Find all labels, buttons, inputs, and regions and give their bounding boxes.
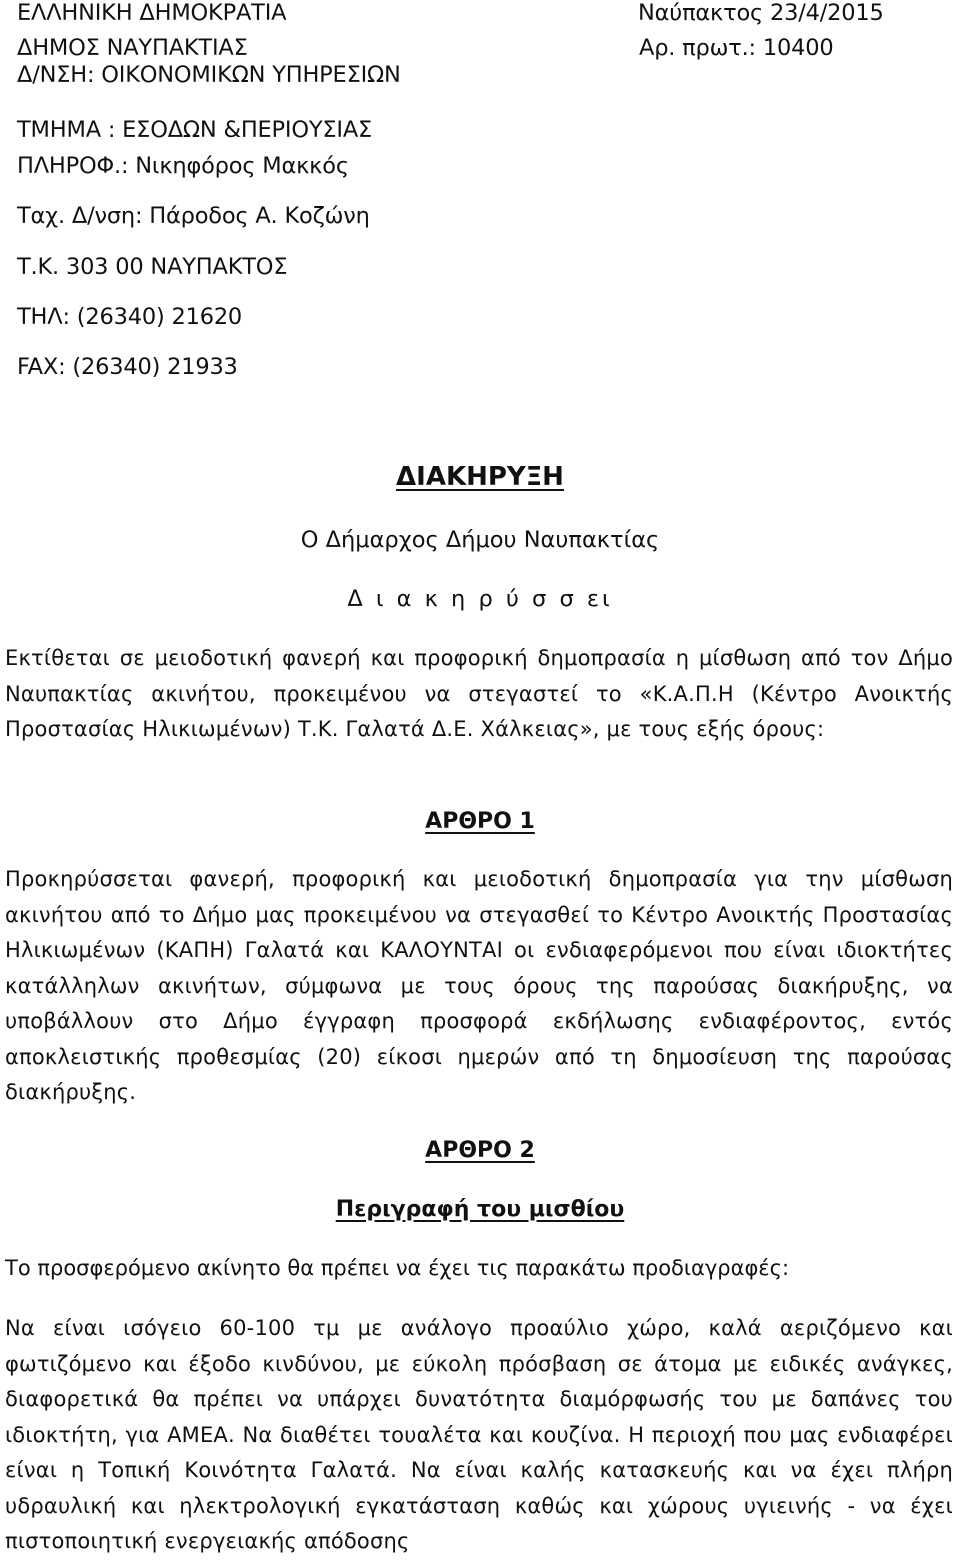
article-2-subheading: Περιγραφή του μισθίου (335, 1197, 625, 1222)
header-line-directorate: Δ/ΝΣΗ: ΟΙΚΟΝΟΜΙΚΩΝ ΥΠΗΡΕΣΙΩΝ (17, 62, 401, 88)
header-protocol-number: Αρ. πρωτ.: 10400 (639, 35, 834, 61)
header-line-postal: Τ.Κ. 303 00 ΝΑΥΠΑΚΤΟΣ (17, 254, 288, 280)
mayor-line: Ο Δήμαρχος Δήμου Ναυπακτίας (300, 527, 660, 553)
header-line-department: ΤΜΗΜΑ : ΕΣΟΔΩΝ &ΠΕΡΙΟΥΣΙΑΣ (17, 117, 373, 143)
header-line-republic: ΕΛΛΗΝΙΚΗ ΔΗΜΟΚΡΑΤΙΑ (17, 0, 287, 26)
article-2-lead: Το προσφερόμενο ακίνητο θα πρέπει να έχει τις παρακάτω προδιαγραφές: (5, 1256, 790, 1280)
proclaims-line: Δ ι α κ η ρ ύ σ σ ει (347, 586, 613, 612)
article-1-paragraph: Προκηρύσσεται φανερή, προφορική και μειοδοτική δημοπρασία για την μίσθωση ακινήτου από το Δήμο μας προκειμένου να στεγασθεί το Κέντρο Ανοικτής Προστασίας Ηλικιωμένων (ΚΑΠΗ) Γαλατά και ΚΑΛΟΥΝΤΑΙ οι ενδιαφερόμενοι που είναι ιδιοκτήτες κατάλληλων ακινήτων, σύμφωνα με τους όρους της παρούσας διακήρυξης, να υποβάλλουν στο Δήμο έγγραφη προσφορά εκδήλωσης ενδιαφέροντος, εντός αποκλειστικής προθεσμίας (20) είκοσι ημερών από τη δημοσίευση της παρούσας διακήρυξης. (5, 867, 953, 1104)
article-2-paragraph: Να είναι ισόγειο 60-100 τμ με ανάλογο προαύλιο χώρο, καλά αεριζόμενο και φωτιζόμενο και έξοδο κινδύνου, με εύκολη πρόσβαση σε άτομα με ειδικές ανάγκες, διαφορετικά θα πρέπει να υπάρχει δυνατότητα διαμόρφωσής του με δαπάνες του ιδιοκτήτη, για ΑΜΕΑ. Να διαθέτει τουαλέτα και κουζίνα. Η περιοχή που μας ενδιαφέρει είναι η Τοπική Κοινότητα Γαλατά. Να είναι καλής κατασκευής και να έχει πλήρη υδραυλική και ηλεκτρολογική εγκατάσταση καθώς και χώρους υγιεινής - να έχει πιστοποιητική ενεργειακής απόδοσης (5, 1316, 953, 1553)
article-1-heading: ΑΡΘΡΟ 1 (425, 809, 535, 834)
header-line-municipality: ΔΗΜΟΣ ΝΑΥΠΑΚΤΙΑΣ (17, 35, 248, 61)
header-line-phone: ΤΗΛ: (26340) 21620 (17, 304, 243, 330)
header-line-fax: FAX: (26340) 21933 (17, 354, 238, 380)
intro-paragraph: Εκτίθεται σε μειοδοτική φανερή και προφορική δημοπρασία η μίσθωση από τον Δήμο Ναυπακτίας ακινήτου, προκειμένου να στεγαστεί το «Κ.Α.Π.Η (Κέντρο Ανοικτής Προστασίας Ηλικιωμένων) Τ.Κ. Γαλατά Δ.Ε. Χάλκειας», με τους εξής όρους: (5, 646, 953, 741)
article-2-heading: ΑΡΘΡΟ 2 (425, 1138, 535, 1163)
header-line-contact: ΠΛΗΡΟΦ.: Νικηφόρος Μακκός (17, 153, 349, 179)
document-title: ΔΙΑΚΗΡΥΞΗ (396, 462, 564, 492)
header-line-address: Ταχ. Δ/νση: Πάροδος Α. Κοζώνη (17, 203, 370, 229)
header-place-date: Ναύπακτος 23/4/2015 (638, 0, 884, 26)
